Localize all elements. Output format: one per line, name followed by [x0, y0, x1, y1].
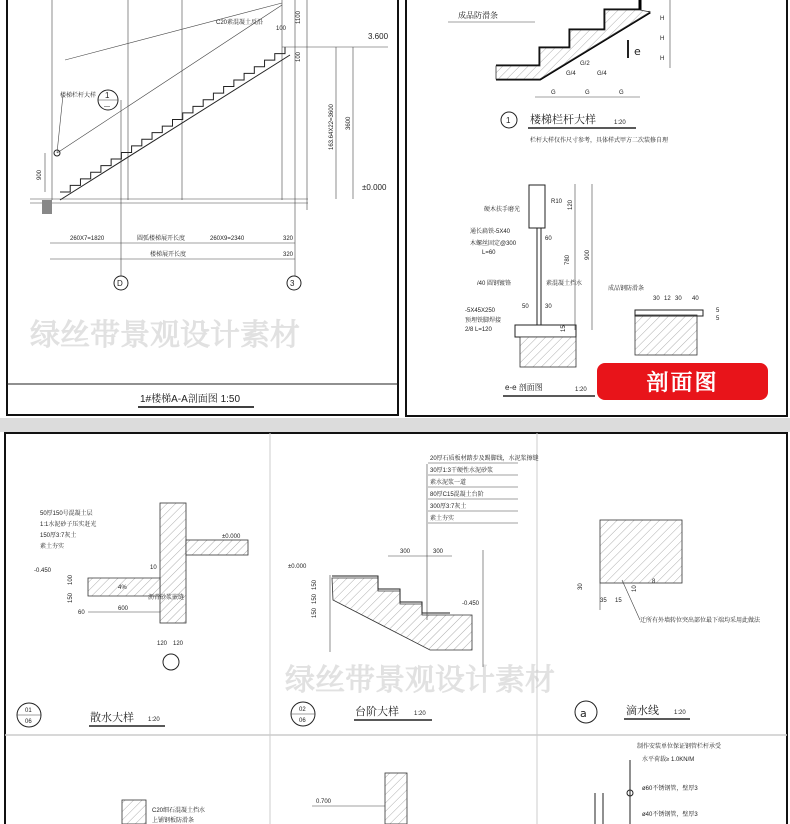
- steps-level: -0.450: [462, 601, 480, 607]
- strip-dim-5a: 5: [716, 308, 720, 314]
- steps-title: 台阶大样: [355, 705, 399, 718]
- run1-dim: 260X7=1820: [70, 236, 105, 242]
- dim-100b: 100: [296, 51, 302, 62]
- apron-dim-60: 60: [78, 610, 85, 616]
- apron-dim-100: 100: [68, 574, 74, 585]
- dim-30: 30: [545, 304, 552, 310]
- embed-length: 2/8 L=120: [465, 327, 492, 333]
- rail-detail-note: 栏杆大样仅作尺寸参考，具体样式甲方二次装修自理: [530, 138, 669, 144]
- drip-scale: 1:20: [674, 710, 686, 716]
- apron-ref-top: 01: [25, 708, 32, 714]
- pipe-60-label: ø60不锈钢管，壁厚3: [642, 786, 698, 792]
- dim-50: 50: [522, 304, 529, 310]
- steps-ref-bottom: 06: [299, 718, 306, 724]
- ee-section-title: e-e 剖面图: [505, 383, 543, 392]
- flat-iron-label: 通长扁铁-5X40: [470, 229, 511, 235]
- height-dim: 3600: [346, 116, 352, 130]
- drip-dim-8: 8: [652, 579, 656, 585]
- strip-dim-30b: 30: [675, 296, 682, 302]
- dim-g-half: G/2: [580, 61, 590, 67]
- layer-label: 300厚3:7灰土: [430, 504, 467, 510]
- slope-label: 4%: [118, 585, 127, 591]
- strip-dim-5b: 5: [716, 316, 720, 322]
- rail-ref-num: 1: [105, 91, 110, 100]
- section-e-mark: e: [634, 45, 641, 58]
- detail-1-num: 1: [506, 116, 511, 125]
- screw-length: L=60: [482, 250, 496, 256]
- layer-label: 80厚C15混凝土台阶: [430, 492, 484, 498]
- apron-dim-120b: 120: [173, 641, 184, 647]
- dim-15: 15: [561, 325, 567, 332]
- dim-780: 780: [565, 254, 571, 265]
- dim-g2: G: [585, 90, 590, 96]
- dim-320b: 320: [283, 252, 294, 258]
- layer-label: 30厚1:3干硬性水泥砂浆: [430, 468, 494, 474]
- arc-length-label: 圆弧楼梯展开长度: [137, 236, 186, 242]
- steps-level-0: ±0.000: [288, 564, 307, 570]
- plate-label: -5X45X250: [465, 308, 496, 314]
- dim-g3: G: [619, 90, 624, 96]
- rail-detail-title: 楼梯栏杆大样: [530, 113, 596, 126]
- embed-label: 预埋铁脚焊接: [465, 318, 502, 324]
- steps-h2: 150: [312, 593, 318, 604]
- dim-900: 900: [37, 169, 43, 180]
- dim-g-quarter-2: G/4: [597, 71, 607, 77]
- layer-label: 1:1水泥砂子压实赶光: [40, 522, 97, 528]
- apron-dim-120a: 120: [157, 641, 168, 647]
- rail-detail-scale: 1:20: [614, 120, 626, 126]
- dim-320a: 320: [283, 236, 294, 242]
- layer-label: 素土夯实: [430, 516, 455, 522]
- apron-level: -0.450: [34, 568, 52, 574]
- rail-load-note: 制作安装单位保证钢管栏杆承受: [637, 744, 722, 750]
- antislip-label: 成品防滑条: [458, 11, 498, 20]
- drip-dim-15: 15: [615, 598, 622, 604]
- tube-label: /40 圆钢镀铬: [477, 281, 512, 287]
- section-aa-title: 1#楼梯A-A剖面图 1:50: [140, 394, 241, 405]
- ee-section-scale: 1:20: [575, 387, 587, 393]
- bottom-level: 0.700: [316, 799, 332, 805]
- watermark-bottom: 绿丝带景观设计素材: [285, 663, 555, 698]
- level-base: ±0.000: [362, 183, 387, 192]
- axis-3: 3: [290, 279, 295, 288]
- r10-label: R10: [551, 199, 563, 205]
- run2-dim: 260X9=2340: [210, 236, 245, 242]
- dim-g1: G: [551, 90, 556, 96]
- apron-ref-bottom: 06: [25, 719, 32, 725]
- steps-w1: 300: [400, 549, 411, 555]
- steps-scale: 1:20: [414, 711, 426, 717]
- rail-detail-label: 楼梯栏杆大样: [60, 93, 97, 99]
- drip-note: 迁所有外墙转位突出部位最下端均采用此做法: [640, 618, 761, 624]
- dim-h1: H: [660, 16, 665, 22]
- pipe-40-label: ø40不锈钢管，壁厚3: [642, 812, 698, 818]
- steel-strip-label: 成品钢防滑条: [608, 286, 645, 292]
- steps-w2: 300: [433, 549, 444, 555]
- dim-h3: H: [660, 56, 665, 62]
- layer-label: 20厚石质板材踏步及踢脚线，水泥浆擦缝: [430, 456, 539, 462]
- dim-h2: H: [660, 36, 665, 42]
- steps-h1: 150: [312, 579, 318, 590]
- screw-label: 木螺丝固定@300: [470, 241, 517, 247]
- details-panel: [5, 433, 787, 824]
- dim-60: 60: [545, 236, 552, 242]
- layer-label: 50厚150号混凝土层: [40, 511, 93, 517]
- watermark-top: 绿丝带景观设计素材: [30, 318, 300, 353]
- drip-title: 滴水线: [626, 704, 659, 717]
- apron-dim-10: 10: [150, 565, 157, 571]
- apron-dim-600: 600: [118, 606, 129, 612]
- c20-curb-label: C20细石混凝土挡水: [152, 808, 206, 814]
- apron-axis-circle: [163, 654, 179, 670]
- level-top: 3.600: [368, 32, 389, 41]
- rail-detail-panel: [406, 0, 787, 416]
- dim-1100: 1100: [296, 11, 302, 24]
- riser-dim: 163.64X22=3600: [329, 104, 335, 150]
- antislip-strip-label: 上铺钢板防滑条: [152, 818, 195, 824]
- total-length-label: 楼梯展开长度: [150, 252, 187, 258]
- rail-ref-sheet: —: [104, 104, 110, 110]
- strip-dim-12: 12: [664, 296, 671, 302]
- drip-dim-10: 10: [632, 585, 638, 592]
- axis-d: D: [117, 279, 123, 288]
- c20-note: C20素混凝土反沿: [216, 20, 264, 26]
- drip-dim-30: 30: [578, 583, 584, 590]
- drip-dim-35: 35: [600, 598, 607, 604]
- joint-label: 沥青砂浆嵌缝: [148, 595, 185, 601]
- concrete-curb-label: 素混凝土挡水: [546, 281, 583, 287]
- handrail-label: 硬木扶手磨光: [484, 207, 521, 213]
- apron-title: 散水大样: [90, 711, 134, 724]
- steps-ref-top: 02: [299, 707, 306, 713]
- panel-gap: [0, 418, 790, 432]
- strip-dim-30a: 30: [653, 296, 660, 302]
- steps-h3: 150: [312, 607, 318, 618]
- section-view-badge: 剖面图: [597, 363, 768, 400]
- layer-label: 素水泥浆一道: [430, 480, 467, 486]
- dim-900-ee: 900: [585, 249, 591, 260]
- layer-label: 150厚3:7灰土: [40, 533, 77, 539]
- dim-120: 120: [568, 199, 574, 210]
- apron-scale: 1:20: [148, 717, 160, 723]
- strip-dim-40: 40: [692, 296, 699, 302]
- dim-100: 100: [276, 26, 287, 32]
- layer-label: 素土夯实: [40, 544, 65, 550]
- apron-level-0: ±0.000: [222, 534, 241, 540]
- apron-dim-150: 150: [68, 592, 74, 603]
- dim-g-quarter-1: G/4: [566, 71, 576, 77]
- drip-ref: a: [580, 707, 587, 720]
- rail-load-value: 水平荷载≥ 1.0KN/M: [642, 757, 695, 763]
